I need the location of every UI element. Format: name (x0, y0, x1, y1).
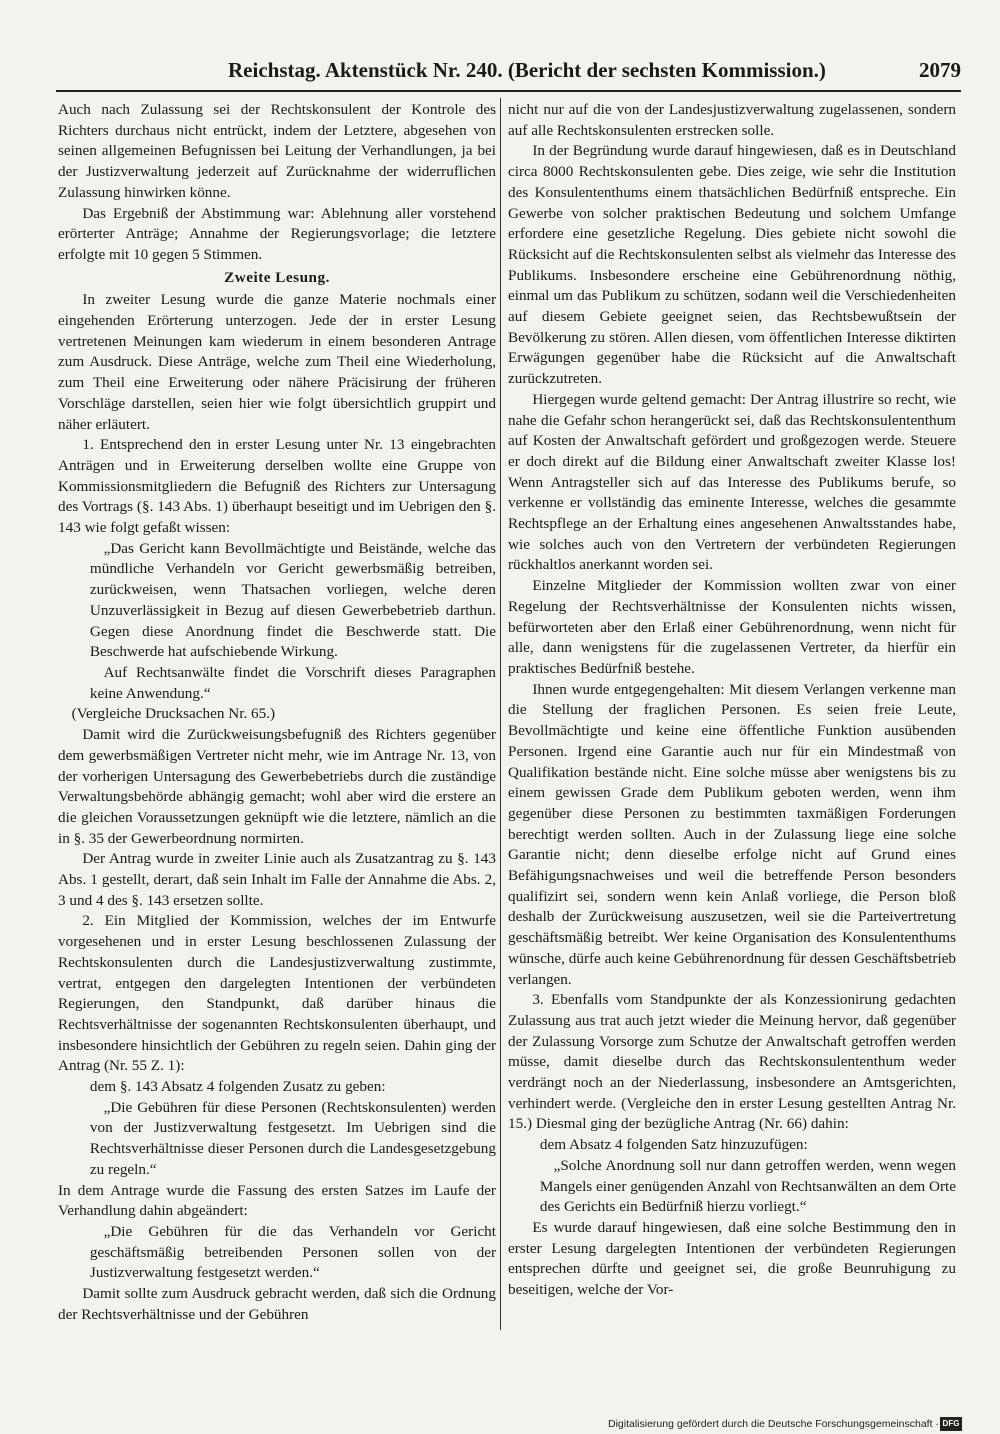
dfg-logo: DFG (940, 1417, 962, 1431)
column-divider (500, 98, 501, 1330)
paragraph: nicht nur auf die von der Landesjustizverwaltung zugelassenen, sondern auf alle Rechtskonsulenten erstrecken solle. (508, 101, 956, 139)
paragraph: Auch nach Zulassung sei der Rechtskonsulent der Kontrole des Richters durchaus nicht entrückt, indem der Letztere, abgesehen von seinen allgemeinen Befugnissen bei Leitung der Verhandlungen, ja bei der Justizverwaltung jederzeit auf Zurücknahme der widerruflichen Zulassung hinwirken könne. (58, 101, 496, 201)
paragraph: Damit sollte zum Ausdruck gebracht werden, daß sich die Ordnung der Rechtsverhältnisse und der Gebühren (58, 1285, 496, 1323)
quoted-text: „Solche Anordnung soll nur dann getroffen werden, wenn wegen Mangels einer genügenden Anzahl von Rechtsanwälten an dem Orte des Gerichts ein Bedürfniß hierzu vorliegt.“ (539, 1156, 956, 1216)
page-number: 2079 (919, 58, 961, 82)
lead-line: dem §. 143 Absatz 4 folgenden Zusatz zu geben: (89, 1078, 386, 1096)
quoted-text: „Die Gebühren für diese Personen (Rechtskonsulenten) werden von der Justizverwaltung festgesetzt. Im Uebrigen sind die Rechtsverhältnisse dieser Personen durch die Landesgesetzgebung zu regeln.“ (89, 1098, 496, 1178)
running-title: Reichstag. Aktenstück Nr. 240. (Bericht der sechsten Kommission.) (228, 58, 826, 82)
left-column (58, 100, 496, 1330)
paragraph: Der Antrag wurde in zweiter Linie auch als Zusatzantrag zu §. 143 Abs. 1 gestellt, derart, daß sein Inhalt im Falle der Annahme die Abs. 2, 3 und 4 des §. 143 ersetzen sollte. (58, 850, 496, 909)
page-header (56, 50, 961, 92)
lead-line: dem Absatz 4 folgenden Satz hinzuzufügen: (539, 1136, 808, 1154)
quoted-text: „Das Gericht kann Bevollmächtigte und Beistände, welche das mündliche Verhandeln vor Gericht gewerbsmäßig betreiben, zurückweisen, wenn Thatsachen vorliegen, welche deren Unzuverlässigkeit in Bezug auf diesen Gewerbebetrieb darthun. Gegen diese Anordnung findet die Beschwerde statt. Die Beschwerde hat aufschiebende Wirkung. (89, 539, 496, 661)
paragraph: Einzelne Mitglieder der Kommission wollten zwar von einer Regelung der Rechtsverhältnisse der Konsulenten nichts wissen, befürworteten aber den Erlaß einer Gebührenordnung, wenn nicht für alle, dann wenigstens für die zugelassenen Vertreter, da hierfür ein praktisches Bedürfniß bestehe. (508, 577, 956, 677)
paragraph: In zweiter Lesung wurde die ganze Materie nochmals einer eingehenden Erörterung unterzogen. Jede der in erster Lesung vertretenen Meinungen kam wiederum in einem besonderen Antrage zum Ausdruck. Diese Anträge, welche zum Theil eine Wiederholung, zum Theil eine Erweiterung oder nähere Präcisirung der früheren Vorschläge darstellen, seien hier wie folgt übersichtlich gruppirt und näher erläutert. (58, 291, 496, 433)
paragraph: Ihnen wurde entgegengehalten: Mit diesem Verlangen verkenne man die Stellung der fraglichen Personen. Es seien freie Leute, Bevollmächtigte und keine eine öffentliche Funktion ausübenden Personen. Irgend eine Garantie auch nur für ein Mindestmaß von Qualifikation bestände nicht. Eine solche müsse aber wenigstens bis zu einem gewissen Grade dem Publikum geboten werden, wenn ihm gegenüber diese Personen zu bestimmten taxmäßigen Forderungen berechtigt werden sollten. Auch in der Zulassung liege eine solche Garantie nicht; denn dieselbe erfolge nicht auf Grund eines Befähigungsnachweises und weil die betreffende Person besonders qualifizirt sei, sondern wenn kein Anlaß vorliege, die Person bloß deshalb der Zurückweisung auszusetzen, weil sie die Parteivertretung geschäftsmäßig betreibt. Wer keine Organisation des Konsulententhums wünsche, dürfe auch keine Gebührenordnung für dessen Geschäftsbetrieb verlangen. (508, 680, 956, 988)
paragraph: In der Begründung wurde darauf hingewiesen, daß es in Deutschland circa 8000 Rechtskonsulenten gebe. Dies zeige, wie sehr die Institution des Konsulententhums einem thatsächlichen Bedürfniß entspreche. Ein Gewerbe von solcher praktischen Bedeutung und solchem Umfange erfordere eine gesetzliche Regelung. Dies gebiete nicht sowohl die Rücksicht auf die Rechtskonsulenten selbst als vielmehr das Interesse des Publikums. Insbesondere erscheine eine Gebührenordnung nöthig, einmal um das Publikum zu schützen, sodann weil die Verschiedenheiten auf diesem Gebiete geeignet seien, das Rechtsbewußtsein der Bevölkerung zu stören. Allen diesen, vom öffentlichen Interesse diktirten Erwägungen gegenüber habe die Rücksicht auf die Anwaltschaft zurückzutreten. (508, 142, 956, 388)
paragraph: 2. Ein Mitglied der Kommission, welches der im Entwurfe vorgesehenen und in erster Lesung beschlossenen Zulassung der Rechtskonsulenten durch die Landesjustizverwaltung zustimmte, vertrat, entgegen den dargelegten Intentionen der verbündeten Regierungen, den Standpunkt, daß darüber hinaus die Rechtsverhältnisse der sogenannten Rechtskonsulenten überhaupt, und insbesondere hinsichtlich der Gebühren zu regeln seien. Dahin ging der Antrag (Nr. 55 Z. 1): (58, 912, 496, 1075)
quoted-text: „Die Gebühren für die das Verhandeln vor Gericht geschäftsmäßig betreibenden Personen sollen von der Justizverwaltung festgesetzt werden.“ (89, 1222, 496, 1282)
digitization-credit: Digitalisierung gefördert durch die Deutsche Forschungsgemeinschaft · (608, 1418, 939, 1430)
section-heading: Zweite Lesung. (224, 268, 330, 286)
paragraph: 3. Ebenfalls vom Standpunkte der als Konzessionirung gedachten Zulassung aus trat auch jetzt wieder die Meinung hervor, daß gegenüber der Zulassung Vorsorge zum Schutze der Anwaltschaft getroffen werden müsse, damit dieselbe durch das Rechtskonsulententhum weder verdrängt noch an der Niederlassung, insbesondere an Amtsgerichten, verhindert werde. (Vergleiche den in erster Lesung gestellten Antrag Nr. 15.) Diesmal ging der bezügliche Antrag (Nr. 66) dahin: (508, 991, 956, 1133)
right-column (508, 100, 956, 1330)
quoted-text: Auf Rechtsanwälte findet die Vorschrift dieses Paragraphen keine Anwendung.“ (89, 663, 496, 702)
paragraph: 1. Entsprechend den in erster Lesung unter Nr. 13 eingebrachten Anträgen und in Erweiterung derselben wollte eine Gruppe von Kommissionsmitgliedern die Befugniß des Richters zur Untersagung des Vortrags (§. 143 Abs. 1) überhaupt beseitigt und im Uebrigen den §. 143 wie folgt gefaßt wissen: (58, 436, 496, 537)
paragraph: In dem Antrage wurde die Fassung des ersten Satzes im Laufe der Verhandlung dahin abgeändert: (58, 1181, 496, 1220)
paragraph: Das Ergebniß der Abstimmung war: Ablehnung aller vorstehend erörterter Anträge; Annahme der Regierungsvorlage; die letztere erfolgte mit 10 gegen 5 Stimmen. (58, 204, 496, 263)
paragraph: Es wurde darauf hingewiesen, daß eine solche Bestimmung den in erster Lesung dargelegten Intentionen der verbündeten Regierungen entsprechen dürfte und geeignet sei, die große Beunruhigung zu beseitigen, welche der Vor- (508, 1218, 956, 1299)
paragraph: Damit wird die Zurückweisungsbefugniß des Richters gegenüber dem gewerbsmäßigen Vertreter nicht mehr, wie im Antrage Nr. 13, von der vorherigen Untersagung des Gewerbebetriebs durch die zuständige Verwaltungsbehörde abhängig gemacht; wohl aber wird die erstere an die gleichen Voraussetzungen geknüpft wie die letztere, nämlich an die in §. 35 der Gewerbeordnung normirten. (58, 726, 496, 847)
paragraph: Hiergegen wurde geltend gemacht: Der Antrag illustrire so recht, wie nahe die Gefahr schon herangerückt sei, daß das Rechtskonsulententhum auf Kosten der Anwaltschaft gefördert und großgezogen werde. Steuere er doch direkt auf die Bildung einer Anwaltschaft zweiter Klasse los! Wenn Antragsteller sich auf das Interesse des Publikums berufe, so verkenne er vollständig das eminente Interesse, welches die gesammte Rechtspflege an der Erhaltung eines angesehenen Anwaltsstandes habe, wie solches auch von den Vertretern der verbündeten Regierungen rückhaltlos anerkannt worden sei. (508, 390, 956, 574)
reference: (Vergleiche Drucksachen Nr. 65.) (71, 705, 276, 723)
